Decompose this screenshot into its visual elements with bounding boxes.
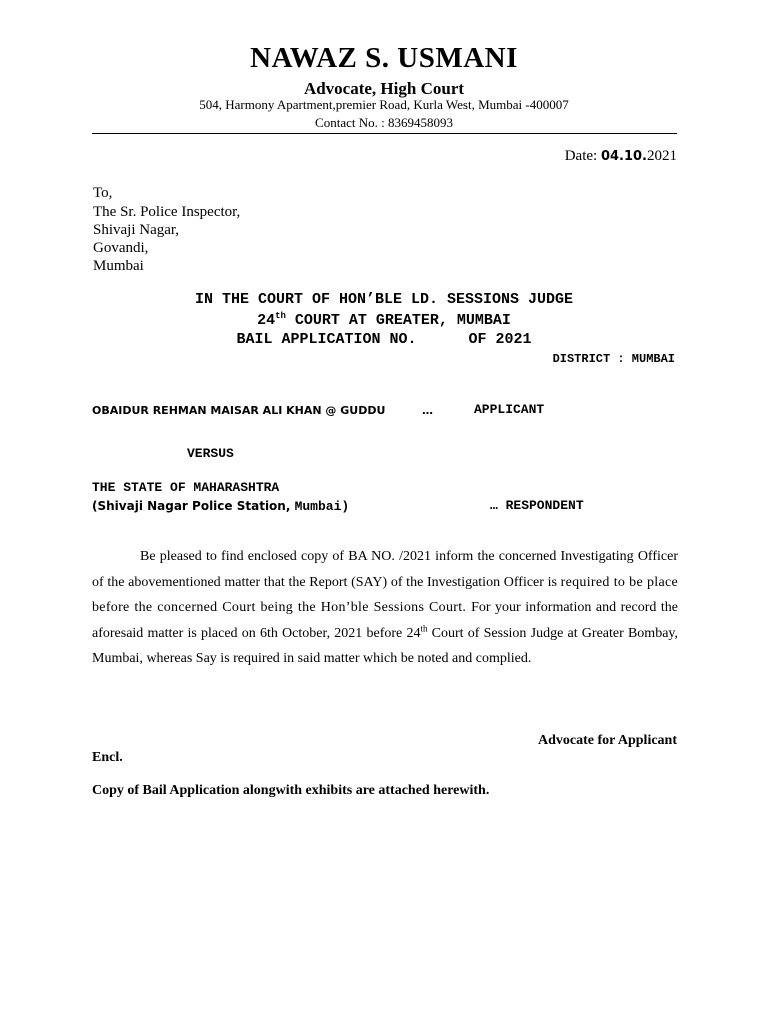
letter-date bbox=[565, 148, 677, 165]
court-location: COURT AT GREATER, MUMBAI bbox=[285, 312, 511, 329]
body-paragraph bbox=[92, 544, 678, 672]
applicant-ellipsis: … bbox=[422, 404, 433, 417]
date-label: Date: bbox=[564, 148, 601, 164]
station-city: Mumbai) bbox=[294, 499, 350, 514]
advocate-name: NAWAZ S. USMANI bbox=[250, 42, 518, 74]
advocate-title: Advocate, High Court bbox=[303, 79, 465, 98]
district-label: DISTRICT : MUMBAI bbox=[552, 352, 675, 366]
respondent-station bbox=[92, 499, 349, 514]
bail-application-label: BAIL APPLICATION NO. bbox=[236, 331, 417, 348]
recipient-line: Mumbai bbox=[93, 258, 144, 274]
respondent-role: … RESPONDENT bbox=[490, 498, 584, 513]
body-part2: required to be place before the concerned Court being the Hon’ble Sessions Court. bbox=[92, 574, 679, 616]
letterhead-divider bbox=[92, 133, 677, 134]
body-part4: Court of Session Judge at Greater Bombay, Mumbai, whereas Say is required in said matter which be noted and complied. bbox=[92, 625, 678, 667]
advocate-address: 504, Harmony Apartment,premier Road, Kurla West, Mumbai -400007 bbox=[199, 97, 569, 112]
applicant-role: APPLICANT bbox=[474, 402, 545, 417]
date-day-month: 04.10. bbox=[600, 149, 647, 164]
recipient-line: Shivaji Nagar, bbox=[93, 222, 180, 238]
court-heading-line3 bbox=[0, 331, 768, 348]
enclosure-label: Encl. bbox=[92, 750, 123, 765]
applicant-name: OBAIDUR REHMAN MAISAR ALI KHAN @ GUDDU bbox=[92, 404, 386, 417]
body-ordinal-suffix: th bbox=[420, 623, 428, 634]
signature-line: Advocate for Applicant bbox=[538, 733, 677, 748]
recipient-line: The Sr. Police Inspector, bbox=[93, 204, 241, 220]
court-number: 24 bbox=[257, 312, 276, 329]
advocate-contact: Contact No. : 8369458093 bbox=[315, 115, 453, 130]
versus-label: VERSUS bbox=[187, 446, 234, 461]
date-year: 2021 bbox=[647, 148, 677, 164]
court-number-suffix: th bbox=[275, 311, 286, 321]
court-heading-line2 bbox=[0, 311, 768, 329]
respondent-name: THE STATE OF MAHARASHTRA bbox=[92, 480, 280, 495]
recipient-line: To, bbox=[93, 185, 113, 201]
bail-application-year: OF 2021 bbox=[468, 331, 532, 348]
recipient-line: Govandi, bbox=[93, 240, 149, 256]
court-heading-line1: IN THE COURT OF HON’BLE LD. SESSIONS JUDGE bbox=[194, 291, 574, 308]
enclosure-text: Copy of Bail Application alongwith exhibits are attached herewith. bbox=[92, 783, 490, 798]
body-part1: Be pleased to find enclosed copy of BA NO. /2021 inform the concerned Investigating Officer of the abovementioned matter that the Report (SAY) of the Investigation Officer is bbox=[92, 549, 678, 590]
body-part3: For your information and record the aforesaid matter is placed on 6th October, 2021 before 24 bbox=[92, 600, 678, 641]
station-name: (Shivaji Nagar Police Station, bbox=[92, 499, 295, 513]
